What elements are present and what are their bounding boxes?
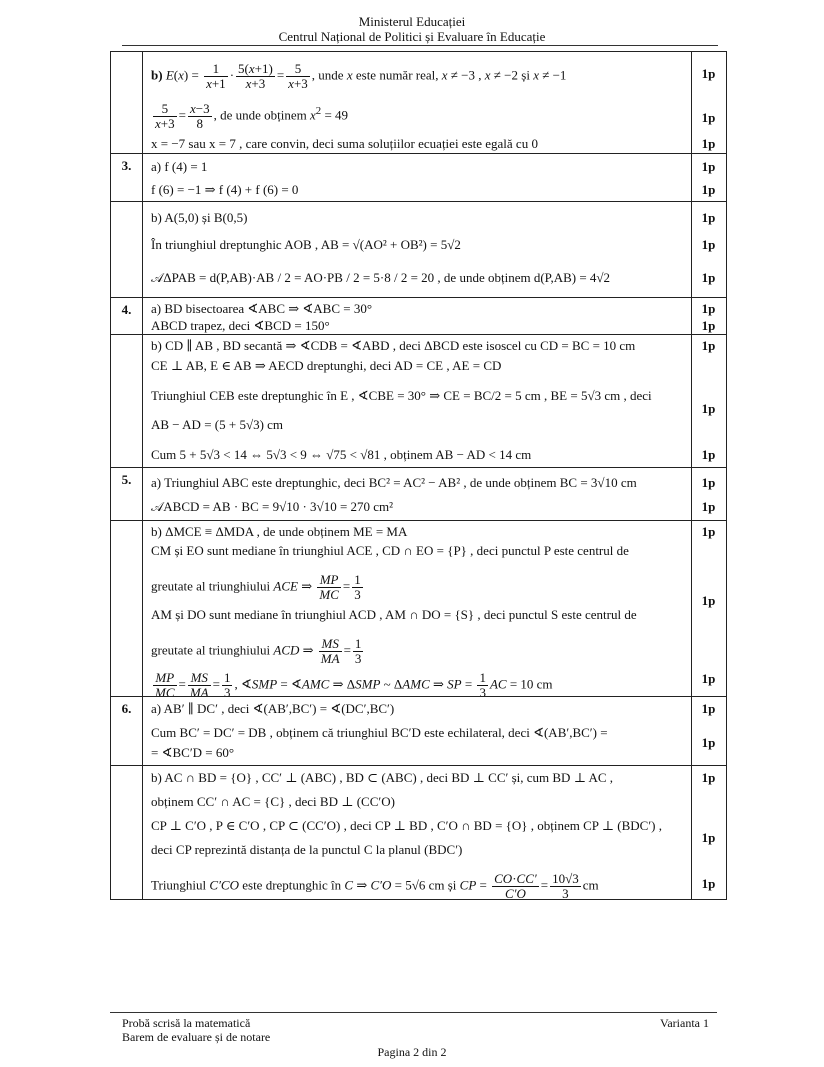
points: 1p bbox=[701, 671, 716, 686]
row-4a-line-1: a) BD bisectoarea ∢ABC ⇒ ∢ABC = 30° bbox=[151, 301, 373, 316]
row-5a-line-1: a) Triunghiul ABC este dreptunghic, deci BC² = AC² − AB² , de unde obținem BC = 3√10 cm bbox=[151, 475, 637, 490]
row-2b-line-2: $\frac{5}{x+3}$ = $\frac{x-3}{8}$ , de unde obținem $x^2 = 49$ bbox=[155, 101, 349, 131]
points: 1p bbox=[701, 830, 716, 845]
row-3b-line-3: 𝒜ΔPAB = d(P,AB)·AB / 2 = AO·PB / 2 = 5·8 / 2 = 20 , de unde obținem d(P,AB) = 4√2 bbox=[151, 270, 611, 285]
row-5b-line-3: greutate al triunghiului ACE ⇒ $\frac{MP}{MC}$ = $\frac{1}{3}$ bbox=[151, 572, 361, 602]
points: 1p bbox=[701, 593, 716, 608]
row-4b-line-3: Triunghiul CEB este dreptunghic în E , ∢CBE = 30° ⇒ CE = BC/2 = 5 cm , BE = 5√3 cm , deci bbox=[151, 388, 652, 403]
document-header bbox=[0, 14, 824, 44]
center-name: Centrul Național de Politici și Evaluare în Educație bbox=[278, 29, 546, 44]
item-number: 3. bbox=[121, 158, 132, 173]
row-6a bbox=[111, 696, 726, 765]
row-6b-line-2: obținem CC′ ∩ AC = {C} , deci BD ⊥ (CC′O) bbox=[151, 794, 395, 809]
row-6a-line-3: = ∢BC′D = 60° bbox=[151, 745, 235, 760]
points: 1p bbox=[701, 301, 716, 316]
document-type: Barem de evaluare și de notare bbox=[122, 1030, 271, 1044]
row-4b bbox=[111, 334, 726, 467]
row-5b-line-5: greutate al triunghiului ACD ⇒ $\frac{MS}{MA}$ = $\frac{1}{3}$ bbox=[151, 636, 362, 666]
item-number: 6. bbox=[121, 701, 132, 716]
points: 1p bbox=[701, 136, 716, 151]
points: 1p bbox=[701, 110, 716, 125]
row-6a-line-2: Cum BC′ = DC′ = DB , obținem că triunghiul BC′D este echilateral, deci ∢(AB′,BC′) = bbox=[151, 725, 608, 740]
row-2b-line-1: b) E(x) = $\frac{1}{x+1}$ · $\frac{5(x+1)}{x+3}$ = $\frac{5}{x+3}$ , unde x este număr real, x ≠ −3 , x ≠ −2 și x ≠ −1 bbox=[151, 61, 567, 91]
row-2b-line-3: x = −7 sau x = 7 , care convin, deci suma soluțiilor ecuației este egală cu 0 bbox=[151, 136, 538, 151]
row-6b-line-4: deci CP reprezintă distanța de la punctul C la planul (BDC′) bbox=[151, 842, 463, 857]
points: 1p bbox=[701, 701, 716, 716]
points: 1p bbox=[701, 447, 716, 462]
points: 1p bbox=[701, 159, 716, 174]
row-6b-line-5: Triunghiul C′CO este dreptunghic în C ⇒ C′O = 5√6 cm și CP = $\frac{CO\cdot CC'}{C'O}$ = $\frac{10√3}{3}$ cm bbox=[151, 871, 599, 901]
row-5a-line-2: 𝒜ABCD = AB · BC = 9√10 · 3√10 = 270 cm² bbox=[151, 499, 394, 514]
row-5b-line-1: b) ΔMCE ≡ ΔMDA , de unde obținem ME = MA bbox=[151, 524, 408, 539]
row-6b-line-3: CP ⊥ C′O , P ∈ C′O , CP ⊂ (CC′O) , deci CP ⊥ BD , C′O ∩ BD = {O} , obținem CP ⊥ (BDC′) , bbox=[151, 818, 662, 833]
exam-title: Probă scrisă la matematică bbox=[122, 1016, 251, 1030]
row-3a-line-2: f (6) = −1 ⇒ f (4) + f (6) = 0 bbox=[151, 182, 299, 197]
points: 1p bbox=[701, 210, 716, 225]
points: 1p bbox=[701, 735, 716, 750]
row-4b-line-2: CE ⊥ AB, E ∈ AB ⇒ AECD dreptunghi, deci AD = CE , AE = CD bbox=[151, 358, 502, 373]
page-number: Pagina 2 din 2 bbox=[377, 1045, 447, 1059]
points: 1p bbox=[701, 237, 716, 252]
footer-rule bbox=[110, 1012, 717, 1013]
ministry-name: Ministerul Educației bbox=[358, 14, 466, 29]
row-3b-line-1: b) A(5,0) și B(0,5) bbox=[151, 210, 248, 225]
row-5b bbox=[111, 520, 726, 700]
row-4a bbox=[111, 297, 726, 334]
points: 1p bbox=[701, 401, 716, 416]
points: 1p bbox=[701, 524, 716, 539]
points: 1p bbox=[701, 876, 716, 891]
header-rule bbox=[122, 45, 718, 46]
row-4a-line-2: ABCD trapez, deci ∢BCD = 150° bbox=[151, 318, 330, 333]
row-6a-line-1: a) AB′ ∥ DC′ , deci ∢(AB′,BC′) = ∢(DC′,BC′) bbox=[151, 701, 395, 716]
points: 1p bbox=[701, 499, 716, 514]
points: 1p bbox=[701, 770, 716, 785]
grading-table bbox=[110, 51, 727, 900]
row-5b-line-2: CM și EO sunt mediane în triunghiul ACE , CD ∩ EO = {P} , deci punctul P este centrul de bbox=[151, 543, 629, 558]
item-number: 4. bbox=[121, 302, 132, 317]
row-3b-line-2: În triunghiul dreptunghic AOB , AB = √(AO² + OB²) = 5√2 bbox=[151, 237, 461, 252]
row-3b bbox=[111, 201, 726, 297]
row-2b bbox=[111, 52, 726, 153]
points: 1p bbox=[701, 182, 716, 197]
points: 1p bbox=[701, 66, 716, 81]
points: 1p bbox=[701, 475, 716, 490]
row-6b bbox=[111, 765, 726, 899]
row-5b-line-6: $\frac{MP}{MC}$ = $\frac{MS}{MA}$ = $\frac{1}{3}$ , ∢SMP = ∢AMC ⇒ ΔSMP ~ ΔAMC ⇒ SP = $\frac{1}{3}$ AC = 10 cm bbox=[155, 670, 553, 700]
row-3a bbox=[111, 153, 726, 201]
points: 1p bbox=[701, 270, 716, 285]
row-4b-line-1: b) CD ∥ AB , BD secantă ⇒ ∢CDB = ∢ABD , deci ΔBCD este isoscel cu CD = BC = 10 cm bbox=[151, 338, 636, 353]
footer-left bbox=[122, 1016, 270, 1044]
row-4b-line-5: Cum 5 + 5√3 < 14 ⇔ 5√3 < 9 ⇔ √75 < √81 , obținem AB − AD < 14 cm bbox=[151, 447, 532, 462]
row-5a bbox=[111, 467, 726, 520]
row-5b-line-4: AM și DO sunt mediane în triunghiul ACD , AM ∩ DO = {S} , deci punctul S este centrul de bbox=[151, 607, 637, 622]
row-6b-line-1: b) AC ∩ BD = {O} , CC′ ⊥ (ABC) , BD ⊂ (ABC) , deci BD ⊥ CC′ și, cum BD ⊥ AC , bbox=[151, 770, 614, 785]
points: 1p bbox=[701, 338, 716, 353]
variant-label: Varianta 1 bbox=[660, 1016, 709, 1030]
item-number: 5. bbox=[121, 472, 132, 487]
row-3a-line-1: a) f (4) = 1 bbox=[151, 159, 208, 174]
points: 1p bbox=[701, 318, 716, 333]
row-4b-line-4: AB − AD = (5 + 5√3) cm bbox=[151, 417, 284, 432]
